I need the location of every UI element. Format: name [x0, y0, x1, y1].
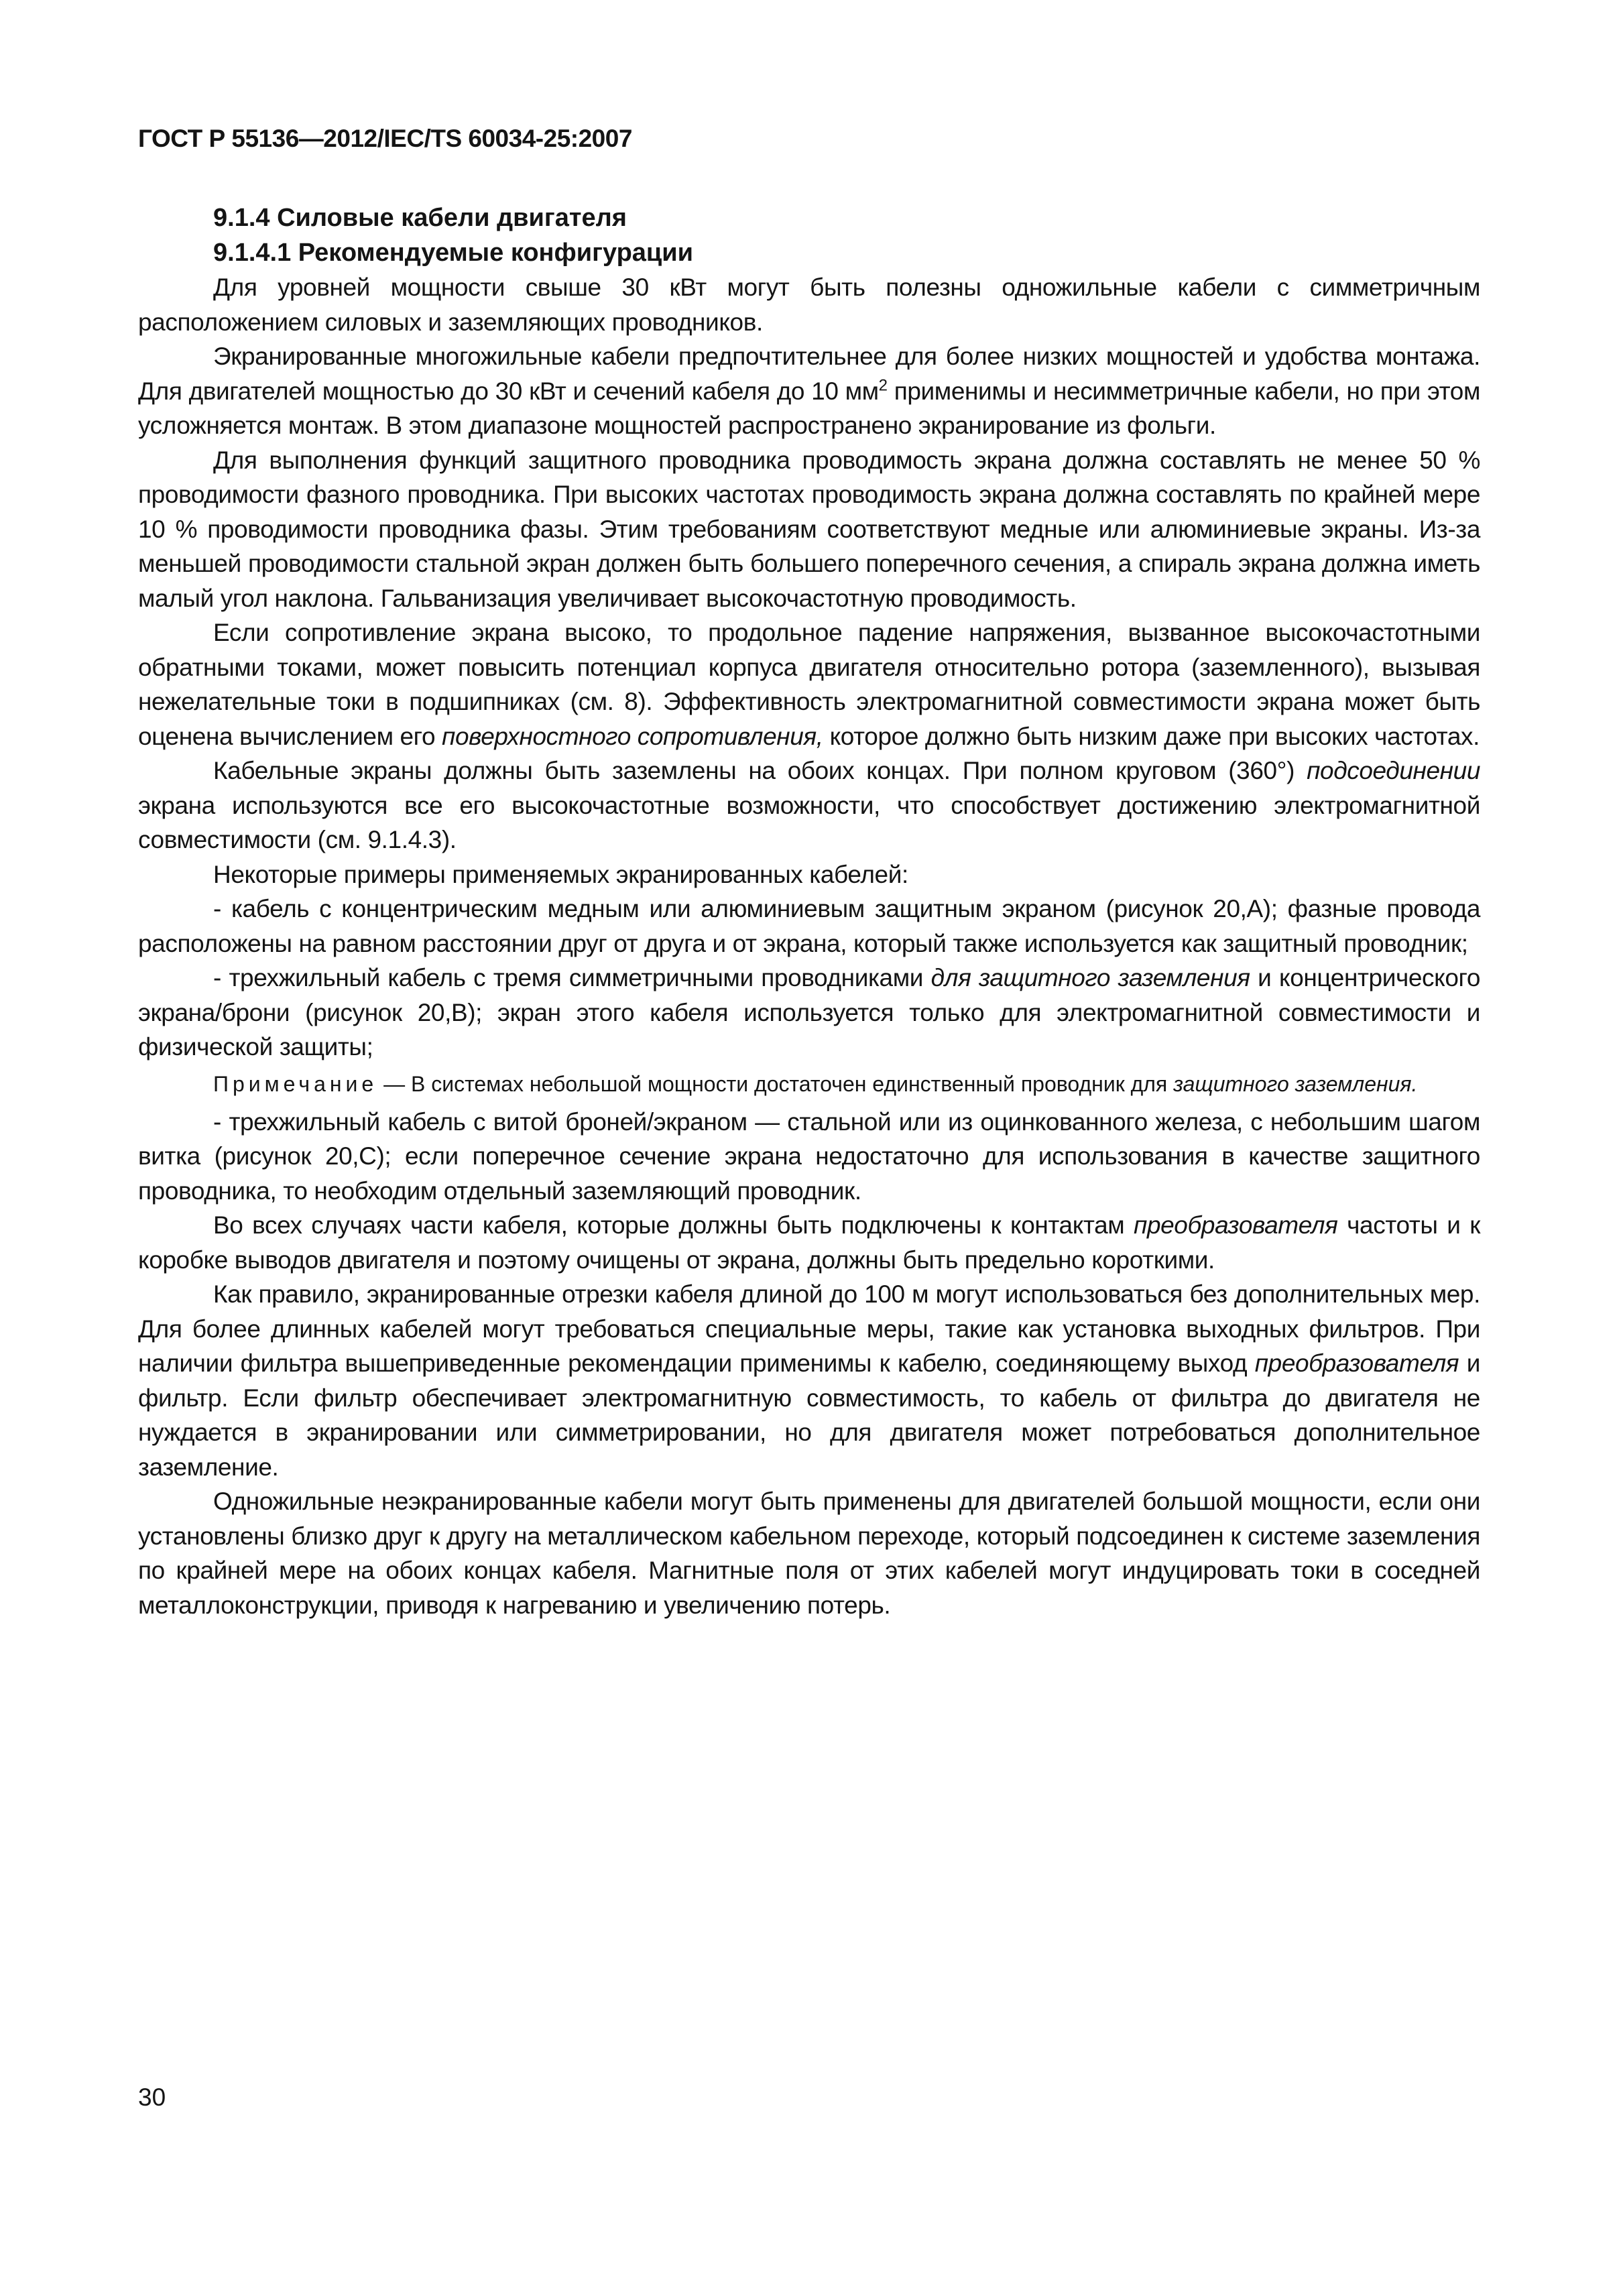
page-number: 30 [138, 2083, 166, 2111]
paragraph: Некоторые примеры применяемых экранированных кабелей: [213, 860, 908, 888]
list-item: - кабель с концентрическим медным или алюминиевым защитным экраном (рисунок 20,А); фазные провода расположены на равном расстоянии друг от друга и от экрана, который также используется как защитный проводник; [138, 895, 1480, 957]
paragraph: Кабельные экраны должны быть заземлены на обоих концах. При полном круговом (360°) подсоединении экрана используются все его высокочастотные возможности, что способствует достижению электромагнитной совместимости (см. 9.1.4.3). [138, 757, 1480, 853]
section-heading: 9.1.4 Силовые кабели двигателя [213, 204, 627, 232]
italic-term: подсоединении [1307, 757, 1480, 784]
subsection-heading: 9.1.4.1 Рекомендуемые конфигурации [213, 238, 694, 267]
paragraph: Одножильные неэкранированные кабели могут быть применены для двигателей большой мощности, если они установлены близко друг к другу на металлическом кабельном переходе, который подсоединен к системе заземления по крайней мере на обоих концах кабеля. Магнитные поля от этих кабелей могут индуцировать токи в соседней металлоконструкции, приводя к нагреванию и увеличению потерь. [138, 1488, 1480, 1619]
list-item: - трехжильный кабель с витой броней/экраном — стальной или из оцинкованного железа, с небольшим шагом витка (рисунок 20,С); если поперечное сечение экрана недостаточно для использования в качестве защитного проводника, то необходим отдельный заземляющий проводник. [138, 1107, 1480, 1205]
document-header: ГОСТ Р 55136—2012/IEC/TS 60034-25:2007 [138, 125, 632, 152]
italic-term: преобразователя [1254, 1349, 1459, 1377]
note: Примечание — В системах небольшой мощности достаточен единственный проводник для защитного заземления. [213, 1071, 1418, 1096]
paragraph: Экранированные многожильные кабели предпочтительнее для более низких мощностей и удобства монтажа. Для двигателей мощностью до 30 кВт и сечений кабеля до 10 $мм^2$ применимы и несимметричные кабели, но при этом усложняется монтаж. В этом диапазоне мощностей распространено экранирование из фольги. [138, 343, 1480, 439]
italic-term: поверхностного сопротивления, [442, 722, 823, 750]
italic-term: для защитного заземления [930, 964, 1250, 991]
paragraph: Для выполнения функций защитного проводника проводимость экрана должна составлять не менее 50 % проводимости фазного проводника. При высоких частотах проводимость экрана должна составлять по крайней мере 10 % проводимости проводника фазы. Этим требованиям соответствуют медные или алюминиевые экраны. Из-за меньшей проводимости стальной экран должен быть большего поперечного сечения, а спираль экрана должна иметь малый угол наклона. Гальванизация увеличивает высокочастотную проводимость. [138, 446, 1480, 612]
italic-term: преобразователя [1133, 1211, 1338, 1239]
paragraph: Во всех случаях части кабеля, которые должны быть подключены к контактам преобразователя частоты и к коробке выводов двигателя и поэтому очищены от экрана, должны быть предельно короткими. [138, 1211, 1480, 1274]
paragraph: Если сопротивление экрана высоко, то продольное падение напряжения, вызванное высокочастотными обратными токами, может повысить потенциал корпуса двигателя относительно ротора (заземленного), вызывая нежелательные токи в подшипниках (см. 8). Эффективность электромагнитной совместимости экрана может быть оценена вычислением его поверхностного сопротивления, которое должно быть низким даже при высоких частотах. [138, 619, 1480, 750]
paragraph: Для уровней мощности свыше 30 кВт могут быть полезны одножильные кабели с симметричным расположением силовых и заземляющих проводников. [138, 274, 1480, 336]
note-label: Примечание [213, 1071, 378, 1096]
document-body [138, 201, 1480, 1622]
italic-term: защитного заземления. [1173, 1071, 1418, 1096]
list-item: - трехжильный кабель с тремя симметричными проводниками для защитного заземления и концентрического экрана/брони (рисунок 20,В); экран этого кабеля используется только для электромагнитной совместимости и физической защиты; [138, 964, 1480, 1061]
superscript: 2 [878, 376, 888, 395]
paragraph: Как правило, экранированные отрезки кабеля длиной до 100 м могут использоваться без дополнительных мер. Для более длинных кабелей могут требоваться специальные меры, такие как установка выходных фильтров. При наличии фильтра вышеприведенные рекомендации применимы к кабелю, соединяющему выход преобразователя и фильтр. Если фильтр обеспечивает электромагнитную совместимость, то кабель от фильтра до двигателя не нуждается в экранировании или симметрировании, но для двигателя может потребоваться дополнительное заземление. [138, 1280, 1480, 1481]
